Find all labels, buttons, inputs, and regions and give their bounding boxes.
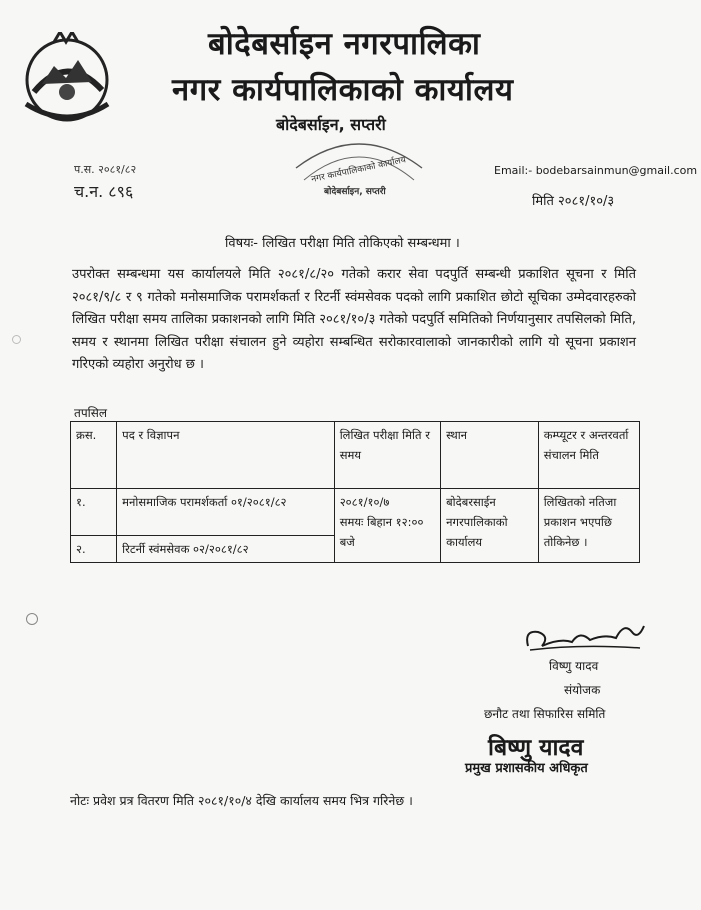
exam-venue: बोदेबरसाईन नगरपालिकाको कार्यालय [441,489,539,563]
exam-date-time [334,489,440,563]
header-venue: स्थान [441,422,539,489]
row-post: रिटर्नी स्वंमसेवक ०२/२०८१/८२ [117,536,335,563]
footnote: नोटः प्रवेश प्रत्र वितरण मिति २०८१/१०/४ देखि कार्यालय समय भित्र गरिनेछ । [70,793,413,808]
reference-number: प.स. २०८१/८२ [74,163,137,176]
row-post: मनोसमाजिक परामर्शकर्ता ०१/२०८१/८२ [117,489,335,536]
municipality-emblem-icon [14,32,120,132]
table-header-row [71,422,640,489]
row-sn: २. [71,536,117,563]
signature-icon [520,612,650,662]
officer-role-stamp: प्रमुख प्रशासकीय अधिकृत [465,761,588,776]
subject-line: विषयः- लिखित परीक्षा मिति तोकिएको सम्बन्धमा । [225,236,460,251]
dispatch-number: च.न. ८९६ [74,182,134,201]
office-address: बोदेबर्साइन, सप्तरी [276,115,386,134]
table-row [71,489,640,536]
stamp-top-text: नगर कार्यपालिकाको कार्यालय [310,155,407,186]
body-paragraph: उपरोक्त सम्बन्धमा यस कार्यालयले मिति २०८१/८/२० गतेको करार सेवा पदपुर्ति सम्बन्धी प्रकाशित सूचना र मिति २०८१/९/८ र ९ गतेको मनोसमाजिक परामर्शकर्ता र रिटर्नी स्वंमसेवक पदको लागि प्रकाशित छोटो सूचिका उम्मेदवारहरुको लिखित परीक्षा समय तालिका प्रकाशनको लागि मिति २०८१/१०/३ गतेको पदपुर्ति समितिको निर्णयानुसार तपसिलको मिति, समय र स्थानमा लिखित परीक्षा संचालन हुने व्यहोरा सम्बन्धित सरोकारवालाको जानकारीको लागि यो सूचना प्रकाशन गरिएको व्यहोरा अनुरोध छ । [72,267,636,372]
signatory-name: विष्णु यादव [549,659,599,673]
header-post: पद र विज्ञापन [117,422,335,489]
exam-date: २०८१/१०/७ [339,495,390,509]
office-stamp-icon [290,128,428,206]
punch-hole-mark [26,613,38,625]
officer-name-stamp: बिष्णु यादव [488,735,584,761]
org-name: बोदेबर्साइन नगरपालिका [208,26,481,62]
email-address: Email:- bodebarsainmun@gmail.com [494,164,698,177]
header-exam-date: लिखित परीक्षा मिति र समय [334,422,440,489]
signatory-committee: छनौट तथा सिफारिस समिति [484,707,606,721]
punch-hole-mark [12,335,21,344]
interview-note: लिखितको नतिजा प्रकाशन भएपछि तोकिनेछ । [538,489,639,563]
exam-schedule-table [70,421,640,563]
notice-date: मिति २०८१/१०/३ [532,194,615,209]
exam-time: समयः बिहान १२:०० बजे [339,515,424,549]
header-sn: क्रस. [71,422,117,489]
signatory-role: संयोजक [564,683,601,697]
office-name: नगर कार्यपालिकाको कार्यालय [172,72,514,108]
header-interview-date: कम्प्यूटर र अन्तरवर्ता संचालन मिति [538,422,639,489]
details-label: तपसिल [74,406,108,420]
stamp-bottom-text: बोदेबर्साइन, सप्तरी [324,187,386,197]
row-sn: १. [71,489,117,536]
